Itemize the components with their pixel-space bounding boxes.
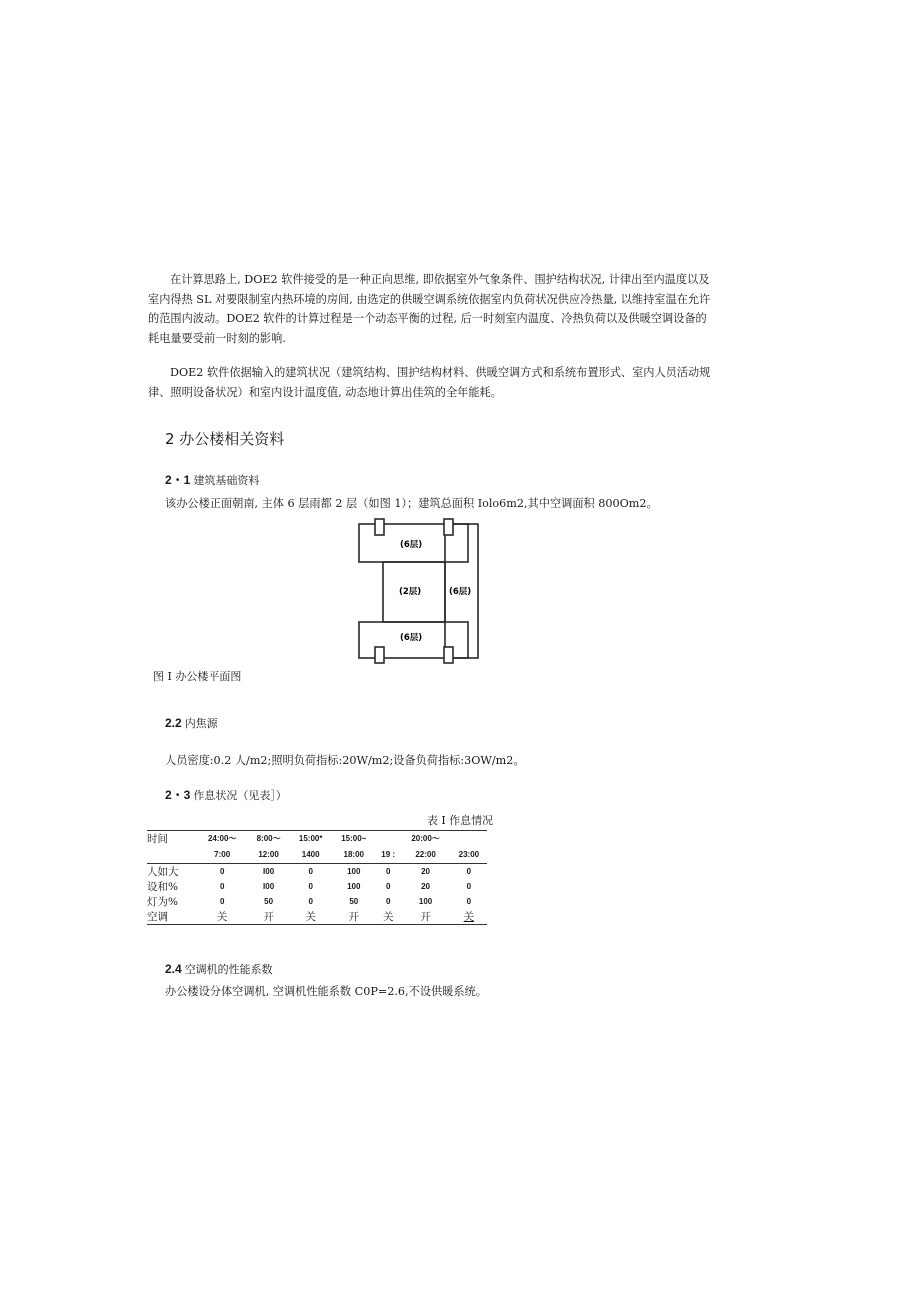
- intro-paragraph-1: [148, 270, 711, 348]
- table-cell: 0: [219, 867, 225, 876]
- header-cell: [376, 831, 400, 847]
- header-cell: 15:00*: [290, 831, 332, 847]
- table-cell: 0: [308, 882, 313, 891]
- header-cell: [451, 831, 487, 847]
- table-cell: 0: [385, 897, 391, 906]
- table-cell: 50: [349, 897, 359, 906]
- floor-plan-figure: [340, 518, 490, 666]
- subsection-2-3-heading: [165, 786, 287, 803]
- subsection-2-1-heading: [165, 471, 259, 488]
- column-marker: [375, 519, 384, 535]
- table-cell: 0: [385, 867, 391, 876]
- figure-caption: 图 I 办公楼平面图: [153, 670, 242, 683]
- table-row: [147, 864, 487, 880]
- subsection-title: 作息状况（见表］）: [193, 789, 287, 802]
- header-cell: 24:00～: [197, 831, 247, 847]
- intro-paragraph-2: [148, 363, 711, 402]
- section-heading: 2 办公楼相关资料: [165, 430, 285, 448]
- table-row: [147, 909, 487, 925]
- subsection-number: 2・3: [165, 788, 191, 802]
- header-cell: 1400: [290, 846, 332, 864]
- table-cell: 开: [400, 909, 450, 925]
- subsection-title: 内焦源: [184, 717, 218, 730]
- table-cell: 0: [219, 882, 225, 891]
- text-line: 律、照明设备状况）和室内设计温度值, 动态地计算出佳筑的全年能耗。: [148, 385, 502, 399]
- text-line: DOE2 软件依据输入的建筑状况（建筑结构、围护结构材料、供暖空调方式和系统布置形式、室内人员活动规: [170, 366, 711, 379]
- subsection-2-2-heading: [165, 715, 218, 731]
- table-row: [147, 894, 487, 909]
- subsection-title: 空调机的性能系数: [184, 963, 273, 976]
- table-cell: 关: [290, 909, 332, 925]
- header-label: 时间: [147, 831, 197, 847]
- header-cell: 23:00: [451, 846, 487, 864]
- header-cell: 22:00: [400, 846, 450, 864]
- header-cell: 18:00: [332, 846, 376, 864]
- text-line: 室内得热 SL 对要限制室内热环境的房间, 由选定的供暖空调系统依据室内负荷状况供应冷热量, 以维持室温在允许: [148, 292, 711, 306]
- subsection-number: 2.4: [165, 962, 182, 976]
- column-marker: [444, 519, 453, 535]
- table-cell: 100: [347, 867, 361, 876]
- row-label: 人如大: [147, 866, 179, 878]
- text-line: 的范围内波动。DOE2 软件的计算过程是一个动态平衡的过程, 后一时刻室内温度、冷热负荷以及供暖空调设备的: [148, 312, 707, 325]
- table-cell: 50: [264, 897, 274, 906]
- table-cell: 0: [385, 882, 391, 891]
- table-cell: 开: [247, 909, 289, 925]
- building-info-text: 该办公楼正面朝南, 主体 6 层雨都 2 层（如图 1）；建筑总面积 Iolo6m2,其中空调面积 800Om2。: [165, 497, 658, 510]
- header-cell: 20:00～: [400, 831, 450, 847]
- table-row: [147, 879, 487, 894]
- table-cell: 100: [418, 897, 433, 906]
- table-cell: 0: [466, 867, 472, 876]
- table-cell: 关: [197, 909, 247, 925]
- table-header-row: [147, 846, 487, 864]
- subsection-2-4-heading: [165, 961, 273, 977]
- cop-text: 办公楼设分体空调机, 空调机性能系数 C0P=2.6,不设供暖系统。: [165, 985, 487, 998]
- floor-label-top: (6层): [400, 540, 423, 550]
- row-label: 灯为%: [147, 896, 178, 908]
- table-cell: 0: [219, 897, 225, 906]
- row-label: 设和%: [147, 881, 178, 893]
- table-cell: 0: [308, 867, 313, 876]
- table-cell: 关: [376, 909, 400, 925]
- table-caption: 表 I 作息情况: [426, 814, 494, 827]
- table-cell: 0: [308, 897, 313, 906]
- row-label: 空调: [147, 909, 197, 925]
- subsection-number: 2・1: [165, 473, 191, 487]
- table-cell: I00: [263, 882, 275, 891]
- text-line: 耗电量要受前一时刻的影响.: [148, 331, 286, 345]
- table-cell: 20: [421, 882, 431, 891]
- schedule-table: [147, 830, 487, 925]
- column-marker: [444, 647, 453, 663]
- header-cell: 15:00~: [332, 831, 376, 847]
- table-cell: 0: [466, 882, 472, 891]
- column-marker: [375, 647, 384, 663]
- text-line: 在计算思路上, DOE2 软件接受的是一种正向思维, 即依据室外气象条件、围护结构状况, 计律出至内温度以及: [170, 273, 710, 286]
- internal-heat-text: 人员密度:0.2 人/m2;照明负荷指标:20W/m2;设备负荷指标:3OW/m2。: [165, 754, 525, 767]
- floor-label-right: (6层): [449, 587, 472, 597]
- table-cell: I00: [263, 867, 275, 876]
- table-cell: 100: [347, 882, 361, 891]
- table-cell: 0: [466, 897, 472, 906]
- subsection-number: 2.2: [165, 716, 182, 730]
- table-header-row: [147, 831, 487, 847]
- table-cell: 开: [332, 909, 376, 925]
- table-cell: 关: [451, 909, 487, 925]
- header-cell: 12:00: [247, 846, 289, 864]
- floor-label-bottom: (6层): [400, 633, 423, 643]
- header-cell: 7:00: [197, 846, 247, 864]
- table-cell: 20: [421, 867, 431, 876]
- header-cell: 19 :: [376, 846, 400, 864]
- floor-label-middle: (2层): [399, 587, 422, 597]
- header-cell: 8:00～: [247, 831, 289, 847]
- subsection-title: 建筑基础资料: [193, 474, 260, 487]
